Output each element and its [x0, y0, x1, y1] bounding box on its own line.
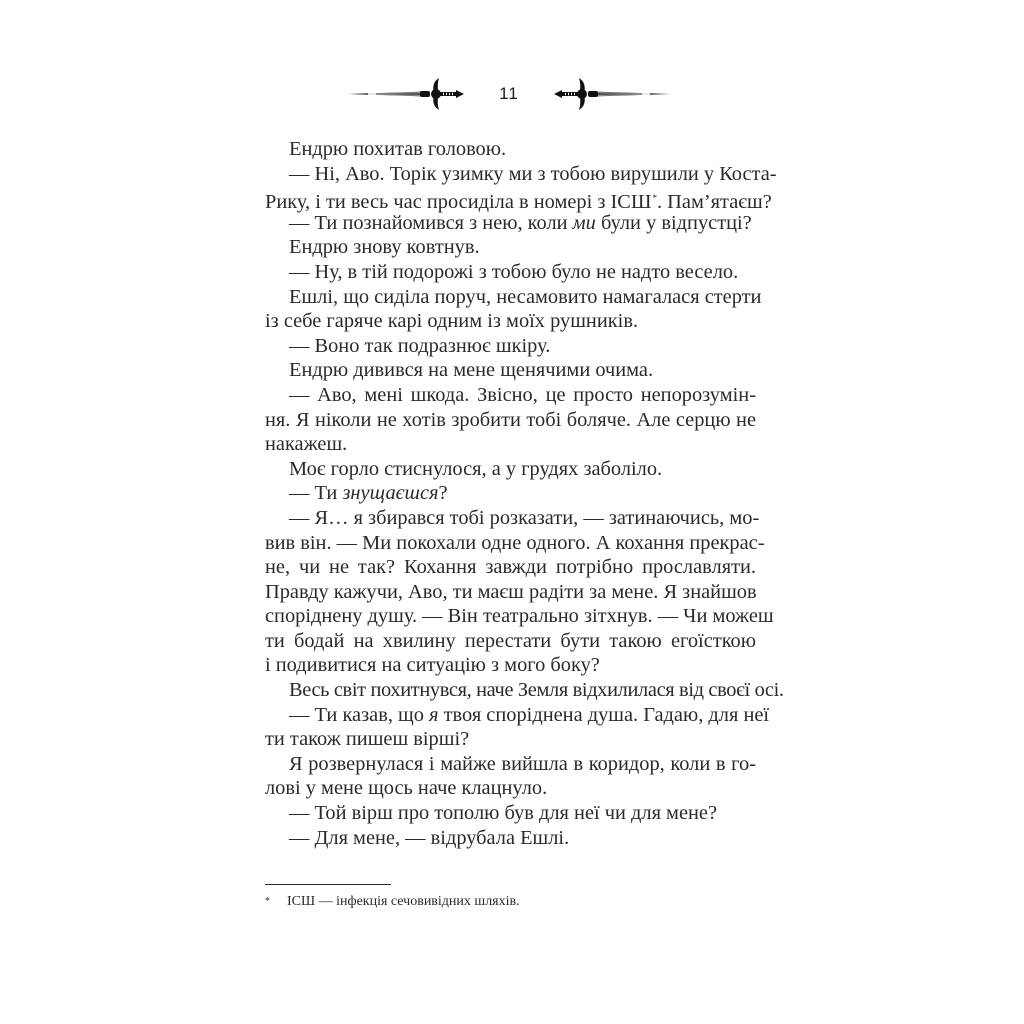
- text-line: — Той вірш про тополю був для неї чи для мене?: [289, 802, 718, 825]
- text-line: Правду кажучи, Аво, ти маєш радіти за мене. Я знайшов: [265, 580, 757, 603]
- text-line: — Ні, Аво. Торік узимку ми з тобою вирушили у Коста-: [289, 162, 777, 185]
- text-line: ти також пишеш вірші?: [265, 728, 470, 751]
- text-segment: — Ти казав, що: [289, 703, 430, 726]
- text-line: [265, 703, 770, 728]
- text-line: [265, 211, 756, 236]
- text-line: споріднену душу. — Він театрально зітхнув. — Чи можеш: [265, 605, 774, 628]
- text-segment: Рику, і ти весь час просиділа в номері з ІСШ: [265, 191, 652, 214]
- text-line: накажеш.: [265, 433, 348, 456]
- footnote: [265, 893, 520, 911]
- text-segment: твоя споріднена душа. Гадаю, для неї: [438, 703, 770, 726]
- italic-emphasis: знущаєшся: [342, 482, 439, 505]
- text-line: і подивитися на ситуацію з мого боку?: [265, 654, 600, 677]
- footnote-reference[interactable]: *: [652, 193, 657, 204]
- text-line: ти бодай на хвилину перестати бути такою егоїсткою: [265, 629, 756, 652]
- text-line: [265, 186, 772, 214]
- text-line: Ендрю похитав головою.: [289, 138, 507, 160]
- text-line: Ендрю дивився на мене щенячими очима.: [289, 359, 654, 382]
- body-text: [265, 137, 784, 850]
- sword-ornament-right-icon: [552, 76, 672, 112]
- text-segment: . Пам’ятаєш?: [656, 191, 772, 214]
- text-line: не, чи не так? Кохання завжди потрібно прославляти.: [265, 556, 756, 579]
- text-line: Весь світ похитнувся, наче Земля відхилилася від своєї осі.: [289, 679, 784, 702]
- text-segment: ?: [438, 482, 448, 505]
- text-line: вив він. — Ми покохали одне одного. А кохання прекрас-: [265, 531, 765, 554]
- page-number: 11: [499, 84, 519, 103]
- sword-ornament-left-icon: [346, 76, 466, 112]
- text-line: лові у мене щось наче клацнуло.: [265, 777, 548, 800]
- text-line: — Для мене, — відрубала Ешлі.: [289, 826, 570, 849]
- text-line: Я розвернулася і майже вийшла в коридор, коли в го-: [289, 752, 756, 775]
- text-segment: були у відпустці?: [595, 211, 752, 234]
- text-line: — Аво, мені шкода. Звісно, це просто непорозумін-: [289, 383, 756, 406]
- text-line: — Ну, в тій подорожі з тобою було не надто весело.: [289, 260, 739, 283]
- text-line: із себе гаряче карі одним із моїх рушників.: [265, 310, 639, 333]
- text-line: — Воно так подразнює шкіру.: [289, 334, 551, 357]
- page-header: [346, 76, 672, 112]
- footnote-text: ІСШ — інфекція сечовивідних шляхів.: [287, 894, 520, 909]
- text-segment: — Ти: [289, 482, 343, 505]
- text-line: [265, 481, 756, 506]
- italic-emphasis: я: [429, 703, 439, 726]
- text-line: Моє горло стиснулося, а у грудях заболіло.: [289, 457, 663, 480]
- italic-emphasis: ми: [572, 211, 596, 234]
- text-segment: — Ти познайомився з нею, коли: [289, 211, 573, 234]
- text-line: Ешлі, що сиділа поруч, несамовито намагалася стерти: [289, 285, 762, 308]
- text-line: ня. Я ніколи не хотів зробити тобі боляче. Але серцю не: [265, 408, 756, 431]
- text-line: Ендрю знову ковтнув.: [289, 236, 480, 259]
- footnote-mark: *: [265, 896, 270, 907]
- text-line: — Я… я збирався тобі розказати, — затинаючись, мо-: [289, 506, 760, 529]
- footnote-divider: [265, 884, 391, 885]
